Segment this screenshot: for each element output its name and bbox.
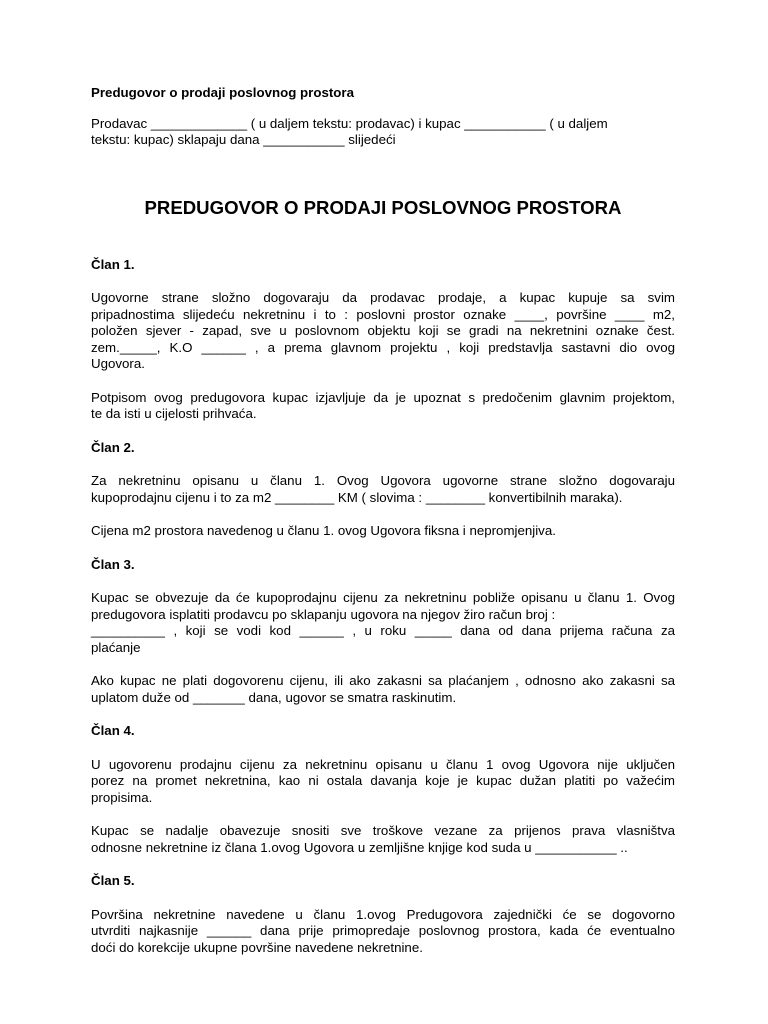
paragraph-line: kupoprodajnu cijenu i to za m2 ________ KM ( slovima : ________ konvertibilnih maraka).	[91, 489, 623, 505]
article-paragraph	[91, 823, 675, 856]
article-heading: Član 1.	[91, 256, 135, 272]
paragraph-line: Za nekretninu opisanu u članu 1. Ovog Ugovora ugovorne strane složno dogovaraju	[91, 473, 675, 488]
paragraph-line: Kupac se obvezuje da će kupoprodajnu cijenu za nekretninu pobliže opisanu u članu 1. Ovog	[91, 590, 675, 605]
paragraph-line: U ugovorenu prodajnu cijenu za nekretninu opisanu u članu 1 ovog Ugovora nije uključen	[91, 756, 675, 772]
article-heading: Član 5.	[91, 873, 135, 888]
paragraph-line: propisima.	[91, 789, 153, 805]
main-title: PREDUGOVOR O PRODAJI POSLOVNOG PROSTORA	[144, 196, 622, 218]
article-paragraph	[91, 673, 675, 706]
paragraph-line: Kupac se nadalje obavezuje snositi sve troškove vezane za prijenos prava vlasništva	[91, 823, 675, 838]
paragraph-line: Potpisom ovog predugovora kupac izjavljuje da je upoznat s predočenim glavnim projektom,	[91, 389, 675, 405]
article-paragraph	[91, 590, 675, 656]
article-heading: Član 2.	[91, 439, 135, 455]
article-paragraph	[91, 390, 675, 423]
paragraph-line: te da isti u cijelosti prihvaća.	[91, 406, 257, 421]
paragraph-line: utvrditi najkasnije ______ dana prije primopredaje poslovnog prostora, kada će eventualno	[91, 923, 675, 938]
header-title: Predugovor o prodaji poslovnog prostora	[91, 85, 354, 100]
intro-paragraph	[91, 116, 675, 149]
intro-line: tekstu: kupac) sklapaju dana ___________ slijedeći	[91, 132, 396, 147]
intro-line: Prodavac _____________ ( u daljem tekstu: prodavac) i kupac ___________ ( u daljem	[91, 115, 608, 131]
article-paragraph	[91, 757, 675, 807]
paragraph-line: porez na promet nekretnina, kao ni ostala davanja koje je kupac dužan platiti po važećim	[91, 773, 675, 788]
document-body	[91, 85, 675, 973]
paragraph-line: Ako kupac ne plati dogovorenu cijenu, ili ako zakasni sa plaćanjem , odnosno ako zakasni sa	[91, 673, 675, 688]
paragraph-line: __________ , koji se vodi kod ______ , u roku _____ dana od dana prijema računa za	[91, 623, 675, 638]
paragraph-line: Površina nekretnine navedene u članu 1.ovog Predugovora zajednički će se dogovorno	[91, 906, 675, 922]
article-heading: Član 4.	[91, 723, 135, 738]
paragraph-line: odnosne nekretnine iz člana 1.ovog Ugovora u zemljišne knjige kod suda u ___________ ..	[91, 839, 628, 855]
paragraph-line: zem._____, K.O ______ , a prema glavnom projektu , koji predstavlja sastavni dio ovog	[91, 339, 675, 355]
paragraph-line: pripadnostima slijedeću nekretninu i to : poslovni prostor oznake ____, površine ____ m2,	[91, 306, 675, 322]
article-paragraph	[91, 290, 675, 373]
article-paragraph	[91, 907, 675, 957]
paragraph-line: Ugovora.	[91, 356, 145, 371]
paragraph-line: plaćanje	[91, 639, 141, 655]
article-paragraph	[91, 473, 675, 506]
paragraph-line: Ugovorne strane složno dogovaraju da prodavac prodaje, a kupac kupuje sa svim	[91, 290, 675, 305]
paragraph-line: položen sjever - zapad, sve u poslovnom objektu koji se gradi na nekretnini oznake čest.	[91, 323, 675, 338]
paragraph-line: predugovora isplatiti prodavcu po sklapanju ugovora na njegov žiro račun broj :	[91, 606, 556, 622]
paragraph-line: doći do korekcije ukupne površine navedene nekretnine.	[91, 939, 423, 955]
article-paragraph	[91, 523, 675, 540]
paragraph-line: Cijena m2 prostora navedenog u članu 1. ovog Ugovora fiksna i nepromjenjiva.	[91, 523, 556, 538]
article-heading: Član 3.	[91, 556, 135, 572]
paragraph-line: uplatom duže od _______ dana, ugovor se smatra raskinutim.	[91, 689, 457, 705]
